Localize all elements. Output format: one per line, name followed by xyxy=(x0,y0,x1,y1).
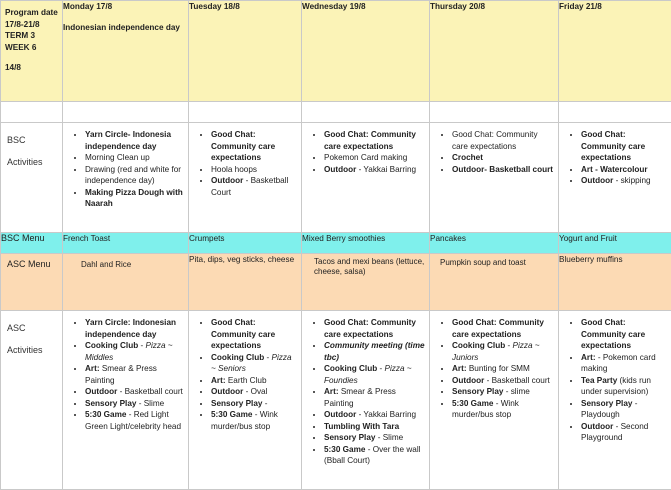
activity-title: Outdoor xyxy=(324,410,356,419)
spacer-cell xyxy=(1,102,63,123)
day-header-wednesday xyxy=(302,1,430,102)
activity-detail: Good Chat: Community care expectations xyxy=(452,130,538,151)
activity-item xyxy=(324,340,425,363)
activity-item xyxy=(452,363,554,375)
activity-detail: - slime xyxy=(503,387,529,396)
menu-item: Tacos and mexi beans (lettuce, cheese, salsa) xyxy=(302,257,429,277)
activity-list xyxy=(559,129,671,187)
activity-detail: - Basketball court xyxy=(117,387,183,396)
activity-title: 5:30 Game xyxy=(85,410,126,419)
menu-item: Blueberry muffins xyxy=(559,255,623,264)
activity-item xyxy=(85,340,184,363)
asc-activities-thursday xyxy=(430,311,559,490)
activity-item xyxy=(452,398,554,421)
activity-title: Art - Watercolour xyxy=(581,165,648,174)
program-date: Program date 17/8-21/8 TERM 3 WEEK 6 xyxy=(5,8,58,52)
activity-title: Art: xyxy=(85,364,100,373)
day-header-monday xyxy=(63,1,189,102)
activity-item xyxy=(452,164,554,176)
activity-item xyxy=(211,164,297,176)
activity-title: Good Chat: Community care expectations xyxy=(324,318,416,339)
activity-detail: - Wink murder/bus stop xyxy=(452,399,519,420)
asc-activities-tuesday xyxy=(189,311,302,490)
activity-item xyxy=(581,164,667,176)
activity-title: Sensory Play xyxy=(85,399,136,408)
activity-detail: - Slime xyxy=(375,433,403,442)
activity-list xyxy=(63,129,188,210)
asc-menu-thursday xyxy=(430,254,559,311)
activity-title: Cooking Club xyxy=(452,341,505,350)
activity-title: Sensory Play xyxy=(581,399,632,408)
activity-item xyxy=(85,164,184,187)
label-line: Activities xyxy=(7,345,43,355)
activity-item xyxy=(211,352,297,375)
activity-item xyxy=(324,317,425,340)
activity-title: Good Chat: Community care expectations xyxy=(211,318,275,350)
activity-item xyxy=(581,398,667,421)
activity-title: Good Chat: Community care expectations xyxy=(581,130,645,162)
activity-item xyxy=(324,386,425,409)
activity-list xyxy=(302,317,429,467)
asc-activities-row xyxy=(1,311,671,490)
activity-title: Sensory Play xyxy=(324,433,375,442)
activity-detail: Hoola hoops xyxy=(211,165,257,174)
activity-title: 5:30 Game xyxy=(324,445,365,454)
activity-detail: Bunting for SMM xyxy=(467,364,530,373)
activity-title: Art: xyxy=(452,364,467,373)
activity-detail: - Playdough xyxy=(581,399,637,420)
activity-title: Outdoor xyxy=(581,176,613,185)
activity-item xyxy=(85,386,184,398)
activity-title: Outdoor xyxy=(211,387,243,396)
menu-item: Dahl and Rice xyxy=(63,260,188,270)
activity-detail: - xyxy=(138,341,145,350)
activity-item xyxy=(452,375,554,387)
activity-list xyxy=(430,317,558,421)
activity-item xyxy=(211,409,297,432)
asc-menu-tuesday xyxy=(189,254,302,311)
activity-item xyxy=(211,129,297,164)
activity-detail: - xyxy=(377,364,384,373)
activity-item xyxy=(85,152,184,164)
activity-title: 5:30 Game xyxy=(452,399,493,408)
activity-title: Yarn Circle- Indonesia independence day xyxy=(85,130,171,151)
bsc-activities-row xyxy=(1,123,671,233)
activity-item xyxy=(581,317,667,352)
activity-list xyxy=(302,129,429,175)
activity-item xyxy=(85,363,184,386)
activity-item xyxy=(324,363,425,386)
activity-detail: - xyxy=(264,353,271,362)
activity-item xyxy=(211,317,297,352)
spacer-row xyxy=(1,102,671,123)
header-row xyxy=(1,1,671,102)
activity-title: Cooking Club xyxy=(324,364,377,373)
activity-detail: - Yakkai Barring xyxy=(356,410,416,419)
activity-italic: Pizza ~ Middles xyxy=(85,341,173,362)
activity-list xyxy=(189,317,301,432)
activity-item xyxy=(452,152,554,164)
activity-list xyxy=(430,129,558,175)
asc-menu-wednesday xyxy=(302,254,430,311)
activity-title: Good Chat: Community care expectations xyxy=(211,130,275,162)
day-name: Monday 17/8 xyxy=(63,2,112,11)
bsc-menu-monday: French Toast xyxy=(63,233,189,254)
activity-detail: - Pokemon card making xyxy=(581,353,656,374)
activity-item xyxy=(581,375,667,398)
activity-item xyxy=(85,129,184,152)
activity-title: Tumbling With Tara xyxy=(324,422,399,431)
activity-detail: Drawing (red and white for independence day) xyxy=(85,165,181,186)
day-header-thursday xyxy=(430,1,559,102)
activity-detail: - Over the wall (Bball Court) xyxy=(324,445,420,466)
spacer-cell xyxy=(189,102,302,123)
program-date-cell xyxy=(1,1,63,102)
activity-title: Sensory Play xyxy=(211,399,262,408)
activity-title: Outdoor xyxy=(452,376,484,385)
activity-title: Good Chat: Community care expectations xyxy=(452,318,544,339)
activity-item xyxy=(581,421,667,444)
asc-activities-label xyxy=(1,311,63,490)
activity-list xyxy=(189,129,301,198)
activity-italic: Pizza ~ Foundies xyxy=(324,364,412,385)
activity-item xyxy=(324,432,425,444)
activity-item xyxy=(211,175,297,198)
bsc-activities-label xyxy=(1,123,63,233)
activity-detail: - Second Playground xyxy=(581,422,648,443)
activity-item xyxy=(85,187,184,210)
activity-title: Outdoor xyxy=(324,165,356,174)
activity-detail: - Yakkai Barring xyxy=(356,165,416,174)
menu-item: Pita, dips, veg sticks, cheese xyxy=(189,255,294,264)
asc-menu-row xyxy=(1,254,671,311)
activity-title: Art: xyxy=(581,353,596,362)
activity-item xyxy=(581,129,667,164)
activity-detail: - xyxy=(262,399,267,408)
activity-title: Art: xyxy=(211,376,226,385)
activity-title: Cooking Club xyxy=(211,353,264,362)
activity-item xyxy=(452,340,554,363)
activity-detail: - Red Light Green Light/celebrity head xyxy=(85,410,181,431)
activity-item xyxy=(452,129,554,152)
asc-activities-monday xyxy=(63,311,189,490)
activity-title: Cooking Club xyxy=(85,341,138,350)
label-line: ASC xyxy=(7,323,26,333)
activity-detail: (kids run under supervision) xyxy=(581,376,651,397)
bsc-menu-thursday: Pancakes xyxy=(430,233,559,254)
bsc-menu-label: BSC Menu xyxy=(1,233,63,254)
activity-title: Yarn Circle: Indonesian independence day xyxy=(85,318,176,339)
activity-italic: Pizza ~ Seniors xyxy=(211,353,292,374)
day-note: Indonesian independence day xyxy=(63,22,188,34)
activity-item xyxy=(324,152,425,164)
activity-item xyxy=(581,175,667,187)
asc-activities-friday xyxy=(559,311,671,490)
activity-title: Outdoor xyxy=(85,387,117,396)
bsc-menu-friday: Yogurt and Fruit xyxy=(559,233,671,254)
spacer-cell xyxy=(559,102,671,123)
activity-title: Making Pizza Dough with Naarah xyxy=(85,188,183,209)
activity-title: Good Chat: Community care expectations xyxy=(324,130,416,151)
activity-item xyxy=(452,317,554,340)
bsc-activities-wednesday xyxy=(302,123,430,233)
activity-detail: Smear & Press Painting xyxy=(85,364,157,385)
activity-item xyxy=(452,386,554,398)
activity-title: Outdoor xyxy=(211,176,243,185)
activity-detail: - Basketball court xyxy=(484,376,550,385)
activity-list xyxy=(559,317,671,444)
day-name: Tuesday 18/8 xyxy=(189,2,240,11)
activity-item xyxy=(85,398,184,410)
bsc-menu-wednesday: Mixed Berry smoothies xyxy=(302,233,430,254)
program-date-sub: 14/8 xyxy=(5,62,58,74)
activity-item xyxy=(85,317,184,340)
activity-detail: Morning Clean up xyxy=(85,153,150,162)
activity-detail: - Basketball Court xyxy=(211,176,288,197)
activity-list xyxy=(63,317,188,432)
activity-detail: - Oval xyxy=(243,387,267,396)
bsc-activities-monday xyxy=(63,123,189,233)
day-header-friday xyxy=(559,1,671,102)
asc-menu-friday xyxy=(559,254,671,311)
activity-title: Sensory Play xyxy=(452,387,503,396)
menu-item: Pumpkin soup and toast xyxy=(430,258,558,268)
activity-title: Art: xyxy=(324,387,339,396)
bsc-activities-friday xyxy=(559,123,671,233)
activity-detail: - Wink murder/bus stop xyxy=(211,410,278,431)
activity-title: Good Chat: Community care expectations xyxy=(581,318,645,350)
spacer-cell xyxy=(63,102,189,123)
bsc-activities-tuesday xyxy=(189,123,302,233)
asc-menu-monday xyxy=(63,254,189,311)
activity-detail: Earth Club xyxy=(226,376,267,385)
activity-detail: - Slime xyxy=(136,399,164,408)
activity-detail: - xyxy=(505,341,512,350)
activity-title: Tea Party xyxy=(581,376,617,385)
activity-item xyxy=(211,398,297,410)
activity-detail: Smear & Press Painting xyxy=(324,387,396,408)
day-name: Thursday 20/8 xyxy=(430,2,485,11)
activity-item xyxy=(581,352,667,375)
label-line: BSC xyxy=(7,135,26,145)
day-name: Wednesday 19/8 xyxy=(302,2,366,11)
asc-activities-wednesday xyxy=(302,311,430,490)
label-line: Activities xyxy=(7,157,43,167)
activity-item xyxy=(211,386,297,398)
spacer-cell xyxy=(302,102,430,123)
activity-italic: Pizza ~ Juniors xyxy=(452,341,540,362)
activity-item xyxy=(324,444,425,467)
activity-item xyxy=(324,129,425,152)
bsc-menu-row xyxy=(1,233,671,254)
activity-detail: - skipping xyxy=(613,176,650,185)
bsc-activities-thursday xyxy=(430,123,559,233)
activity-title: Outdoor xyxy=(581,422,613,431)
activity-title: Crochet xyxy=(452,153,483,162)
activity-title: 5:30 Game xyxy=(211,410,252,419)
spacer-cell xyxy=(430,102,559,123)
bsc-menu-tuesday: Crumpets xyxy=(189,233,302,254)
day-name: Friday 21/8 xyxy=(559,2,602,11)
activity-item xyxy=(324,421,425,433)
activity-item xyxy=(324,409,425,421)
asc-menu-label: ASC Menu xyxy=(1,254,63,311)
activity-item xyxy=(211,375,297,387)
activity-italic: Community meeting (time tbc) xyxy=(324,341,425,362)
activity-item xyxy=(324,164,425,176)
day-header-tuesday xyxy=(189,1,302,102)
activity-item xyxy=(85,409,184,432)
activity-title: Outdoor- Basketball court xyxy=(452,165,553,174)
activity-detail: Pokemon Card making xyxy=(324,153,407,162)
